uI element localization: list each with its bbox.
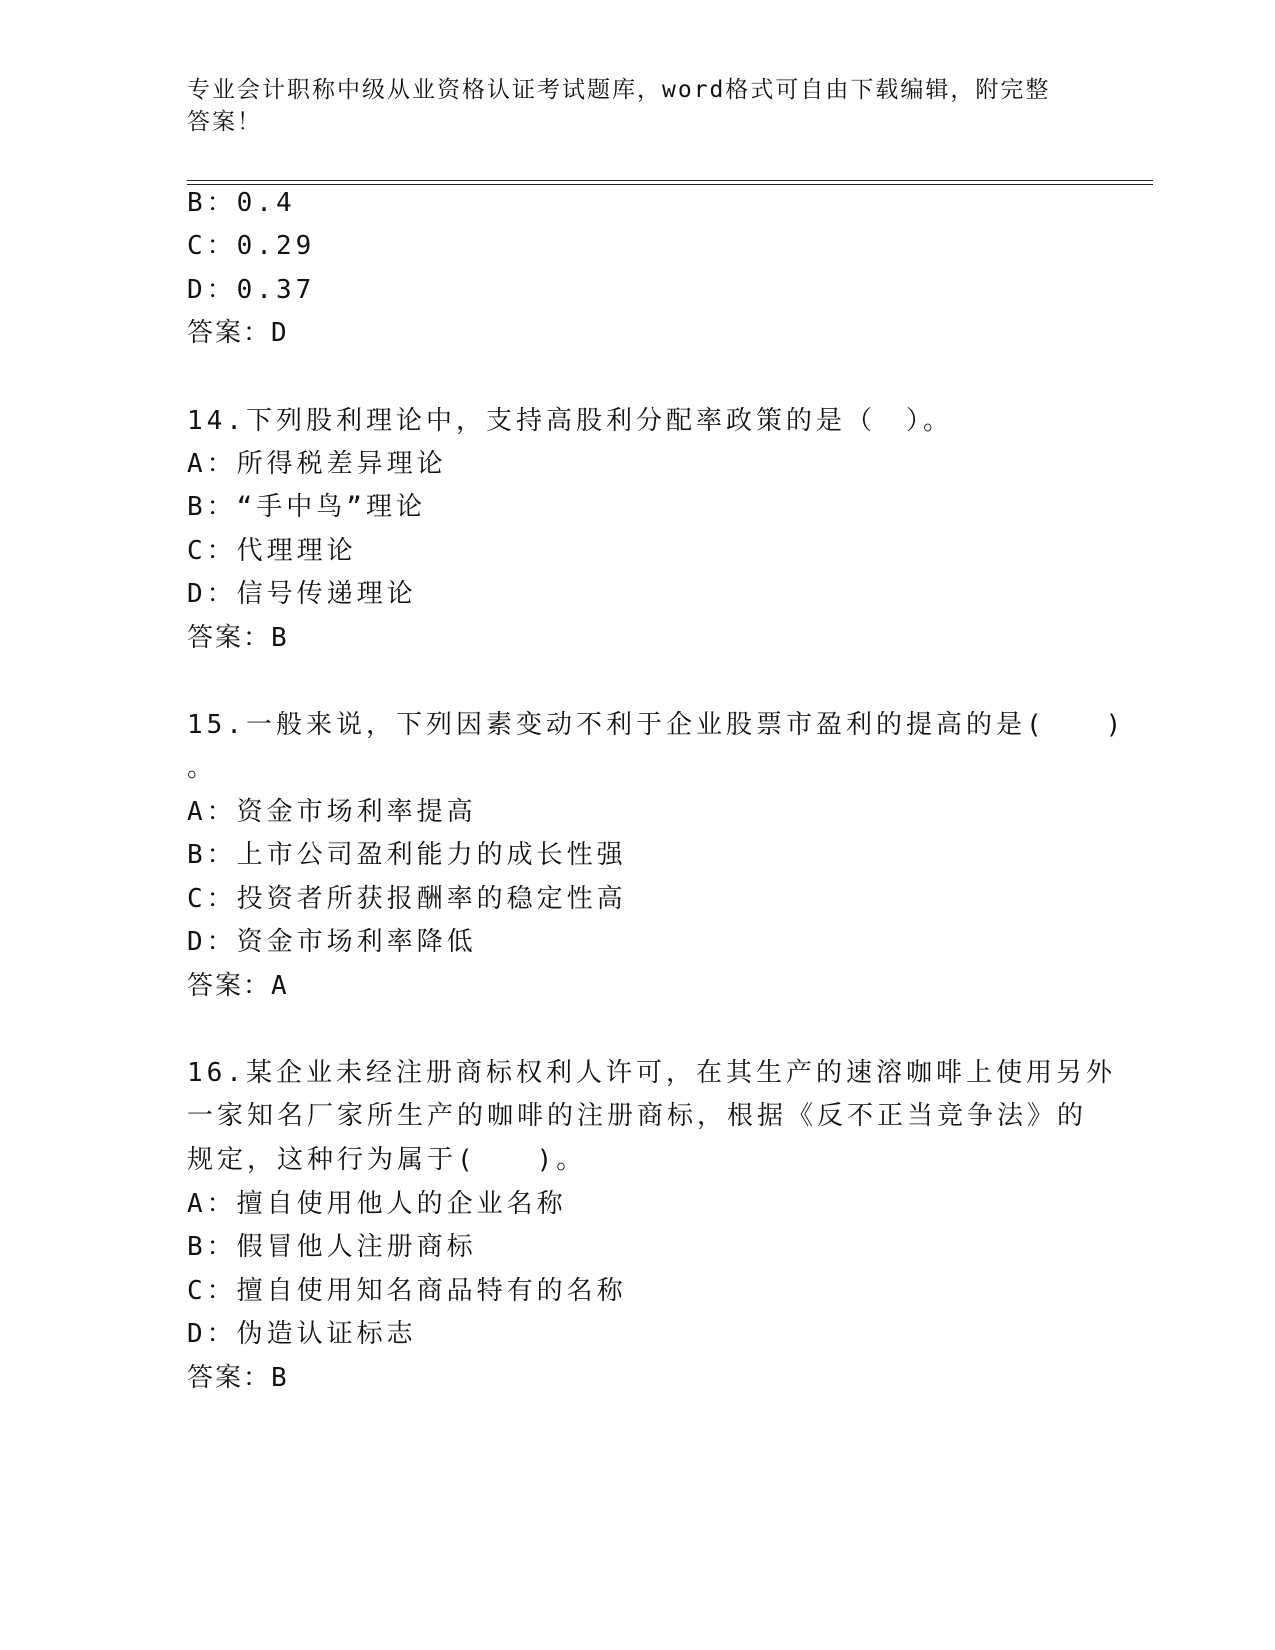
question-14-stem: 14.下列股利理论中，支持高股利分配率政策的是（ ）。 [187,406,953,436]
question-16-option-c: C：擅自使用知名商品特有的名称 [187,1276,627,1306]
question-15-stem-line-2: 。 [187,753,218,783]
question-14-option-c: C：代理理论 [187,536,357,566]
question-15-stem-line-1: 15.一般来说，下列因素变动不利于企业股票市盈利的提高的是( ) [187,710,1126,740]
option-d-prev: D：0.37 [187,275,316,305]
question-16-option-d: D：伪造认证标志 [187,1319,417,1349]
question-16-stem-line-2: 一家知名厂家所生产的咖啡的注册商标，根据《反不正当竞争法》的 [187,1101,1088,1131]
question-15-option-b: B：上市公司盈利能力的成长性强 [187,840,627,870]
question-15-answer: 答案：A [187,971,289,1001]
option-c-prev: C：0.29 [187,231,316,261]
answer-prev: 答案：D [187,318,289,348]
question-14-option-d: D：信号传递理论 [187,579,417,609]
header-rule-bottom [187,184,1153,185]
question-16-stem-line-3: 规定，这种行为属于( )。 [187,1145,587,1175]
question-14-answer: 答案：B [187,623,289,653]
question-15-option-d: D：资金市场利率降低 [187,927,477,957]
question-15-option-a: A：资金市场利率提高 [187,797,477,827]
header-rule-top [187,180,1153,181]
question-16-stem-line-1: 16.某企业未经注册商标权利人许可，在其生产的速溶咖啡上使用另外 [187,1058,1116,1088]
question-16-option-a: A：擅自使用他人的企业名称 [187,1189,567,1219]
page-header: 专业会计职称中级从业资格认证考试题库，word格式可自由下载编辑，附完整答案！ [187,77,1051,135]
option-b-prev: B：0.4 [187,188,296,218]
question-16-option-b: B：假冒他人注册商标 [187,1232,477,1262]
question-15-option-c: C：投资者所获报酬率的稳定性高 [187,884,627,914]
question-16-answer: 答案：B [187,1363,289,1393]
question-14-option-b: B：“手中鸟”理论 [187,492,426,522]
question-14-option-a: A：所得税差异理论 [187,449,447,479]
